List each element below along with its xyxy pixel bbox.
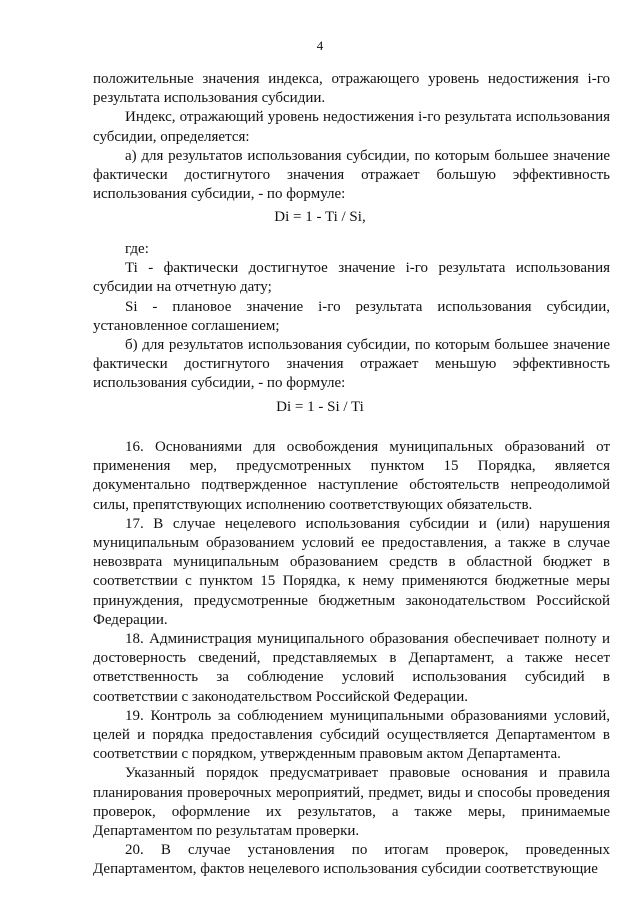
clause-20: 20. В случае установления по итогам проверок, проведенных Департаментом, фактов нецелевого использования субсидии соответствующие — [93, 842, 610, 878]
formula-2: Di = 1 - Si / Ti — [276, 399, 364, 415]
clause-19: 19. Контроль за соблюдением муниципальными образованиями условий, целей и порядка предоставления субсидий осуществляется Департаментом в соответствии с порядком, утвержденным правовым актом Департамента. — [93, 707, 610, 763]
paragraph-item-a: а) для результатов использования субсидии, по которым большее значение фактически достигнутого значения отражает большую эффективность использования субсидии, - по формуле: — [93, 147, 610, 203]
text-block-clauses — [93, 438, 610, 880]
paragraph: Индекс, отражающий уровень недостижения i-го результата использования субсидии, определяется: — [93, 109, 610, 145]
paragraph-item-b: б) для результатов использования субсидии, по которым большее значение фактически достигнутого значения отражает меньшую эффективность использования субсидии, - по формуле: — [93, 337, 610, 392]
clause-18: 18. Администрация муниципального образования обеспечивает полноту и достоверность сведений, представляемых в Департамент, а также несет ответственность за соблюдение условий использования субсидий в соответствии с законодательством Российской Федерации. — [93, 631, 610, 705]
paragraph: Указанный порядок предусматривает правовые основания и правила планирования проверочных мероприятий, предмет, виды и способы проведения проверок, оформление их результатов, а также меры, принимаемые Департаментом по результатам проверки. — [93, 765, 610, 840]
text-block-definitions — [93, 240, 610, 394]
clause-17: 17. В случае нецелевого использования субсидии и (или) нарушения муниципальным образованием условий ее предоставления, а также в случае невозврата муниципальным образованием средств в областной бюджет в соответствии с пунктом 15 Порядка, к нему применяются бюджетные меры принуждения, предусмотренные бюджетным законодательством Российской Федерации. — [93, 515, 610, 628]
definition-si: Si - плановое значение i-го результата использования субсидии, установленное соглашением; — [93, 298, 610, 334]
text-block-intro — [93, 70, 610, 204]
paragraph: положительные значения индекса, отражающего уровень недостижения i-го результата использования субсидии. — [93, 71, 610, 107]
definition-ti: Ti - фактически достигнутое значение i-го результата использования субсидии на отчетную дату; — [93, 260, 610, 296]
page-number: 4 — [316, 38, 324, 53]
formula-1: Di = 1 - Ti / Si, — [274, 209, 366, 225]
clause-16: 16. Основаниями для освобождения муниципальных образований от применения мер, предусмотренных пунктом 15 Порядка, является документально подтвержденное наступление обстоятельств непреодолимой силы, препятствующих исполнению соответствующих обязательств. — [93, 439, 610, 513]
where-label: где: — [125, 241, 149, 257]
